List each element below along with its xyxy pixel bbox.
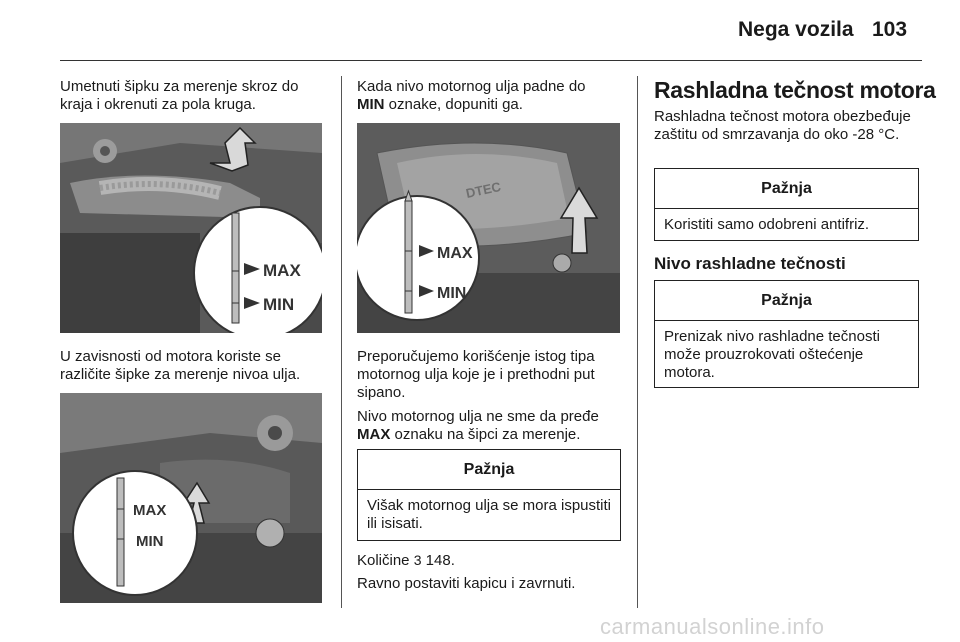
paragraph-quantities (357, 551, 632, 570)
figure-dipstick-1 (60, 123, 322, 333)
notice-title: Pažnja (655, 169, 918, 209)
column-separator (341, 76, 342, 608)
fig1-max-label: MAX (263, 261, 301, 280)
notice-title: Pažnja (655, 281, 918, 321)
text-run: oznaku na šipci za merenje. (390, 426, 581, 443)
figure-dipstick-3 (357, 123, 620, 333)
running-header-title: Nega vozila (738, 18, 854, 41)
text-run: Kada nivo motornog ulja padne do (357, 78, 586, 95)
watermark: carmanualsonline.info (600, 614, 825, 639)
paragraph-dipstick-types: U zavisnosti od motora koriste se različite šipke za merenje nivoa ulja. (60, 348, 301, 383)
max-bold: MAX (357, 426, 391, 443)
text-run: Količine (357, 552, 410, 569)
paragraph-same-oil-type: Preporučujemo korišćenje istog tipa motornog ulja koje je i prethodni put sipano. (357, 348, 595, 401)
notice-body: Koristiti samo odobreni antifriz. (664, 216, 870, 233)
paragraph-top-up-oil (357, 78, 632, 114)
paragraph-do-not-exceed-max (357, 408, 632, 444)
figure-dipstick-2 (60, 393, 322, 603)
notice-box-low-coolant (654, 280, 919, 388)
header-rule (60, 60, 922, 61)
notice-body: Višak motornog ulja se mora ispustiti ili isisati. (367, 497, 611, 532)
min-bold: MIN (357, 96, 385, 113)
text-run: Nivo motornog ulja ne sme da pređe (357, 408, 599, 425)
fig2-min-label: MIN (136, 533, 164, 550)
engine-cover-text: DTEC (464, 178, 503, 201)
column-separator (637, 76, 638, 608)
notice-box-excess-oil (357, 449, 621, 541)
fig3-max-label: MAX (437, 245, 473, 262)
text-run: oznake, dopuniti ga. (384, 96, 523, 113)
page-reference-number: 148. (421, 552, 455, 569)
paragraph-coolant-protection: Rashladna tečnost motora obezbeđuje zaštitu od smrzavanja do oko -28 °C. (654, 108, 911, 143)
section-heading: Rashladna tečnost motora (654, 77, 936, 103)
fig2-max-label: MAX (133, 502, 167, 519)
page-reference-symbol: 3 (413, 552, 422, 568)
page-number: 103 (872, 18, 908, 41)
notice-title: Pažnja (358, 450, 620, 490)
notice-body: Prenizak nivo rashladne tečnosti može prouzrokovati oštećenje motora. (664, 328, 880, 381)
notice-box-antifreeze (654, 168, 919, 241)
paragraph-replace-cap: Ravno postaviti kapicu i zavrnuti. (357, 575, 576, 592)
subheading-coolant-level: Nivo rashladne tečnosti (654, 254, 846, 273)
fig1-min-label: MIN (263, 295, 295, 314)
fig3-min-label: MIN (437, 285, 467, 302)
paragraph-insert-dipstick: Umetnuti šipku za merenje skroz do kraja i okrenuti za pola kruga. (60, 78, 299, 113)
